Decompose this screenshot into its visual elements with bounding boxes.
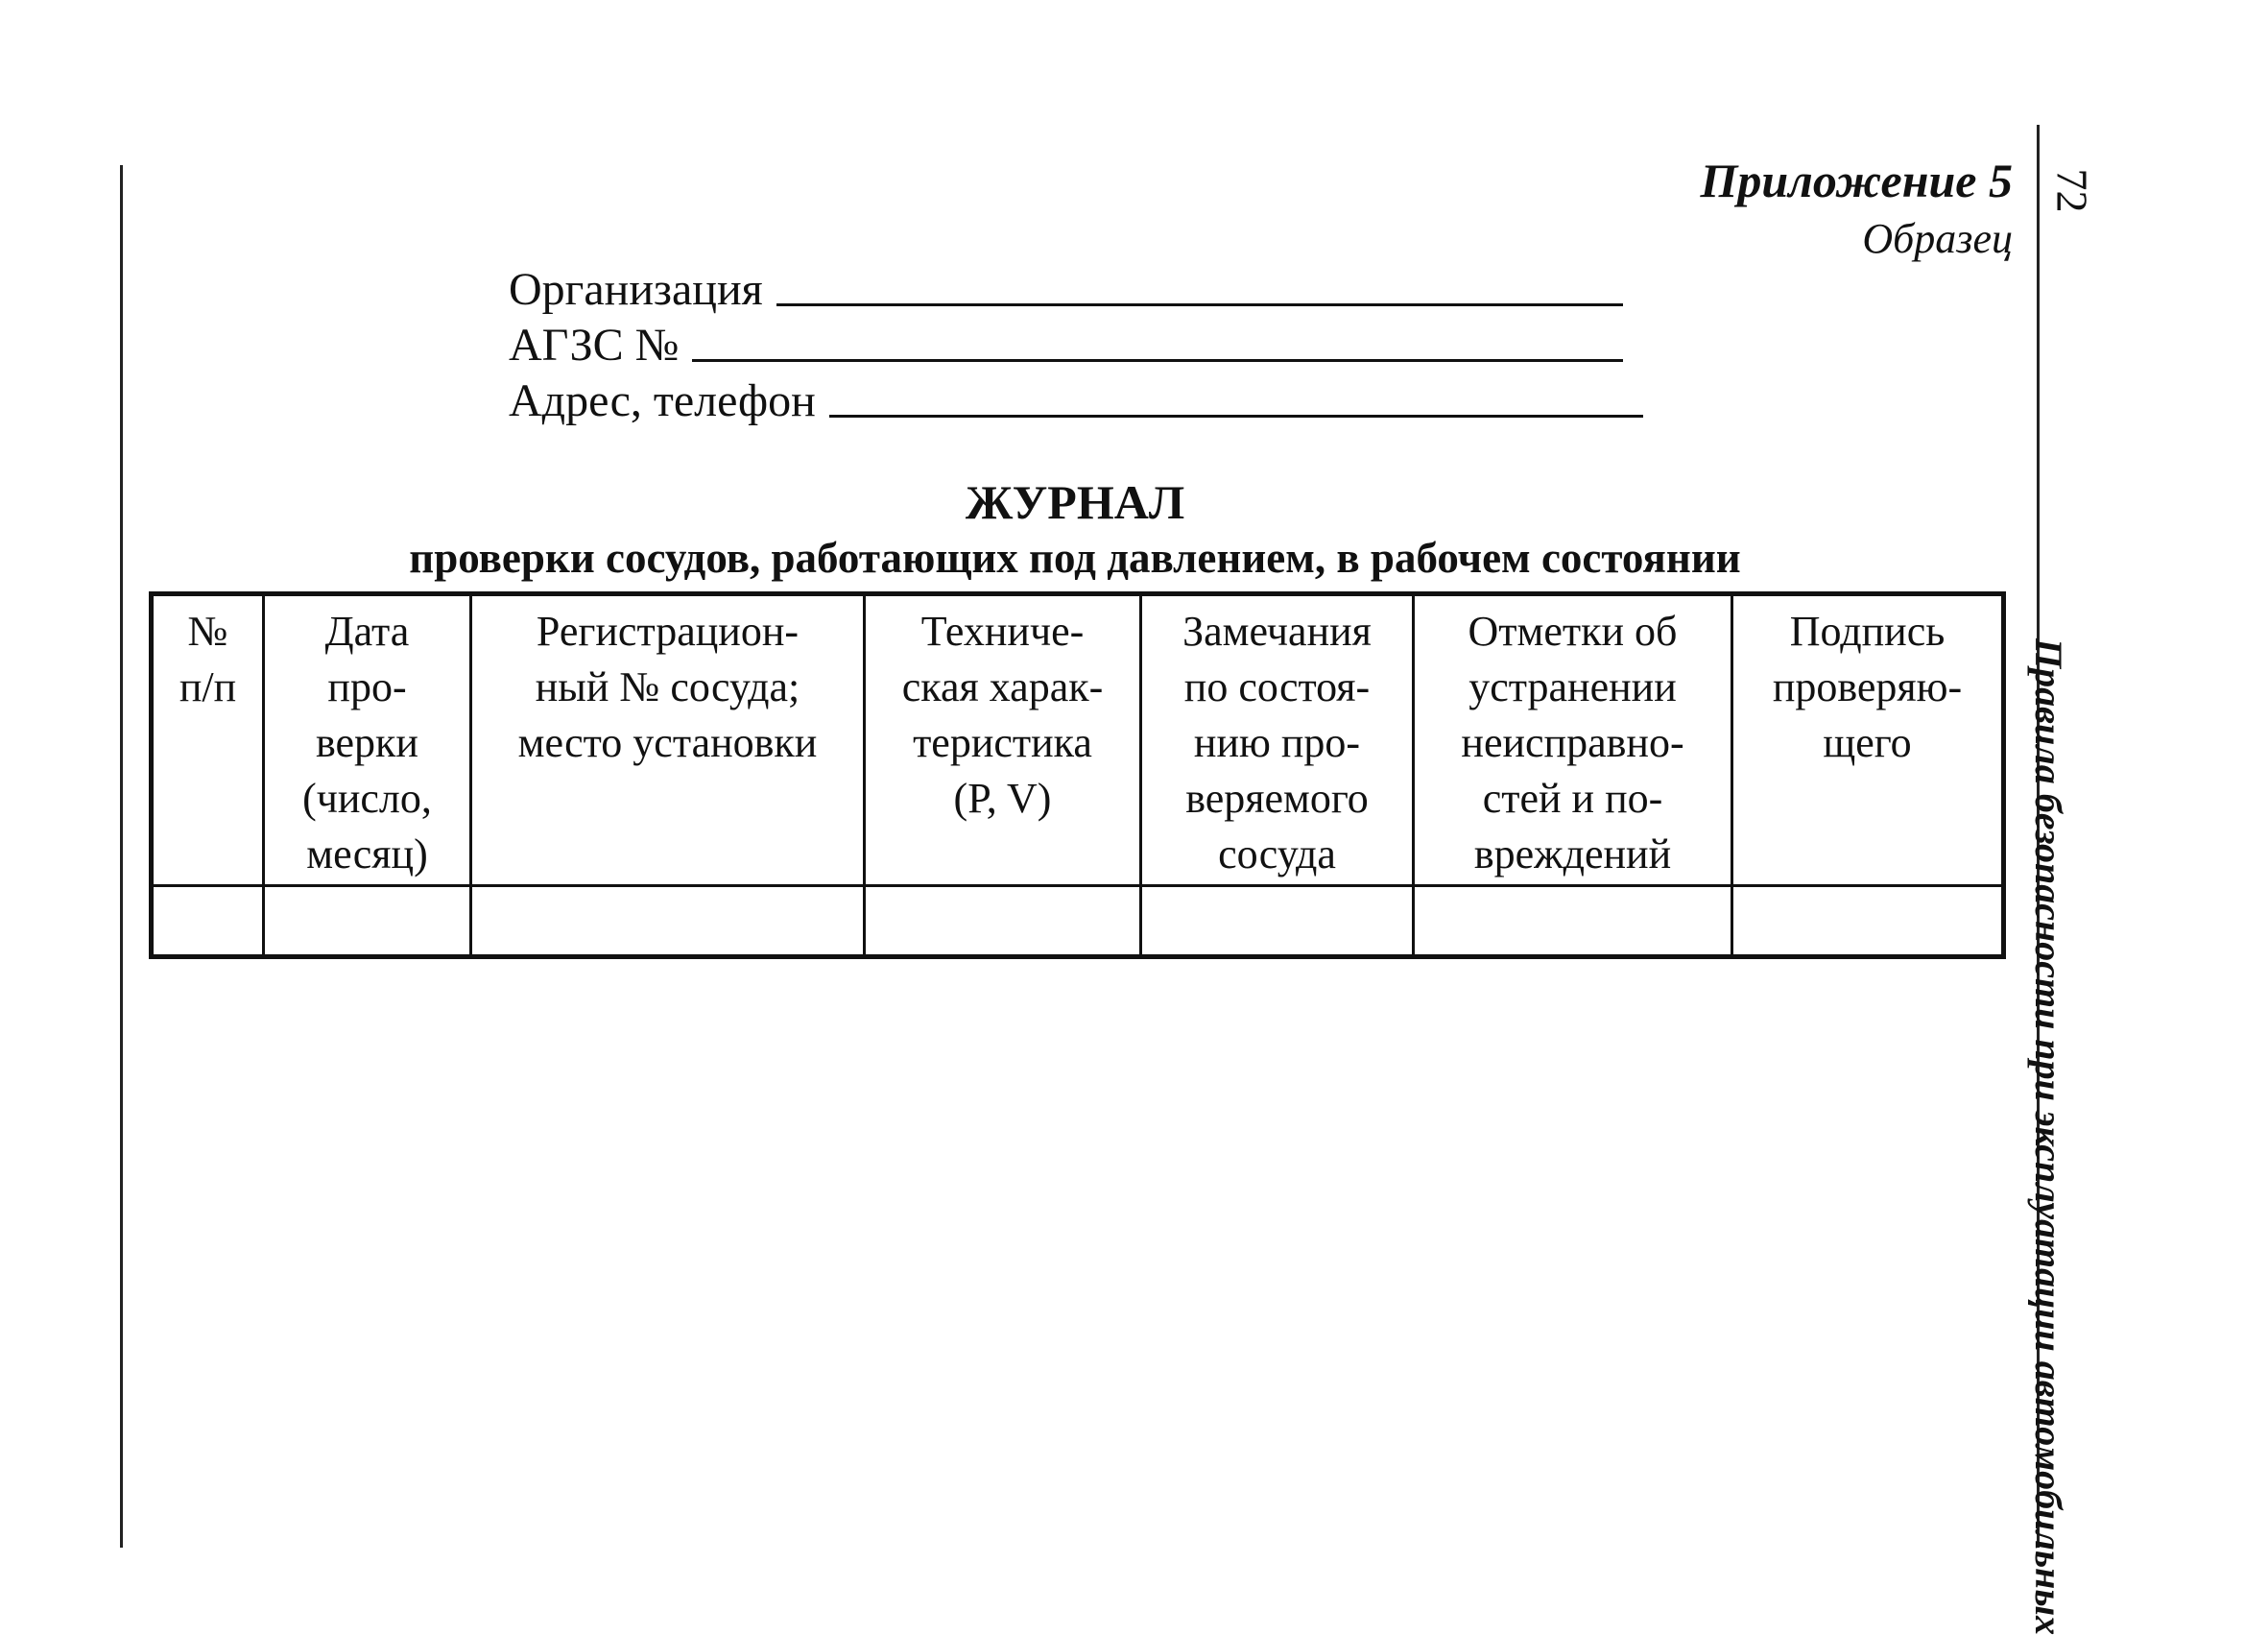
- header-remarks: Замечания по состоя- нию про- веряемого сосуда: [1141, 594, 1414, 886]
- table-header-row: [152, 594, 2004, 886]
- header-technical-characteristics: Техниче- ская харак- теристика (P, V): [865, 594, 1141, 886]
- header-registration-number: Регистрацион- ный № сосуда; место установки: [471, 594, 865, 886]
- station-number-label: АГЗС №: [509, 320, 680, 371]
- organization-blank-line: [776, 303, 1623, 306]
- header-inspection-date: Дата про- верки (число, месяц): [264, 594, 471, 886]
- table-cell: [1732, 886, 2004, 957]
- table-cell: [264, 886, 471, 957]
- journal-subtitle: проверки сосудов, работающих под давлением, в рабочем состоянии: [409, 534, 1741, 582]
- table-cell: [152, 886, 264, 957]
- organization-label: Организация: [509, 264, 763, 315]
- address-phone-label: Адрес, телефон: [509, 375, 816, 426]
- inspection-log-table: [149, 591, 2006, 959]
- address-phone-field: [509, 374, 1643, 427]
- table-row: [152, 886, 2004, 957]
- organization-field: [509, 263, 1623, 316]
- station-number-blank-line: [692, 359, 1623, 362]
- journal-title: ЖУРНАЛ: [965, 475, 1185, 529]
- station-number-field: [509, 319, 1623, 372]
- address-phone-blank-line: [829, 415, 1643, 418]
- page-number-text: 72: [2047, 168, 2097, 212]
- table-cell: [865, 886, 1141, 957]
- header-number: № п/п: [152, 594, 264, 886]
- table-cell: [1414, 886, 1732, 957]
- header-inspector-signature: Подпись проверяю- щего: [1732, 594, 2004, 886]
- appendix-block: [1700, 154, 2013, 263]
- appendix-subtitle: Образец: [1862, 214, 2013, 262]
- table-cell: [471, 886, 865, 957]
- header-repair-notes: Отметки об устранении неисправно- стей и по- вреждений: [1414, 594, 1732, 886]
- left-margin-rule: [120, 165, 123, 1548]
- running-side-title: Правила безопасности при эксплуатации автомобильных: [2027, 638, 2070, 1635]
- page-number: [2042, 161, 2102, 219]
- table-cell: [1141, 886, 1414, 957]
- appendix-title: Приложение 5: [1700, 154, 2013, 207]
